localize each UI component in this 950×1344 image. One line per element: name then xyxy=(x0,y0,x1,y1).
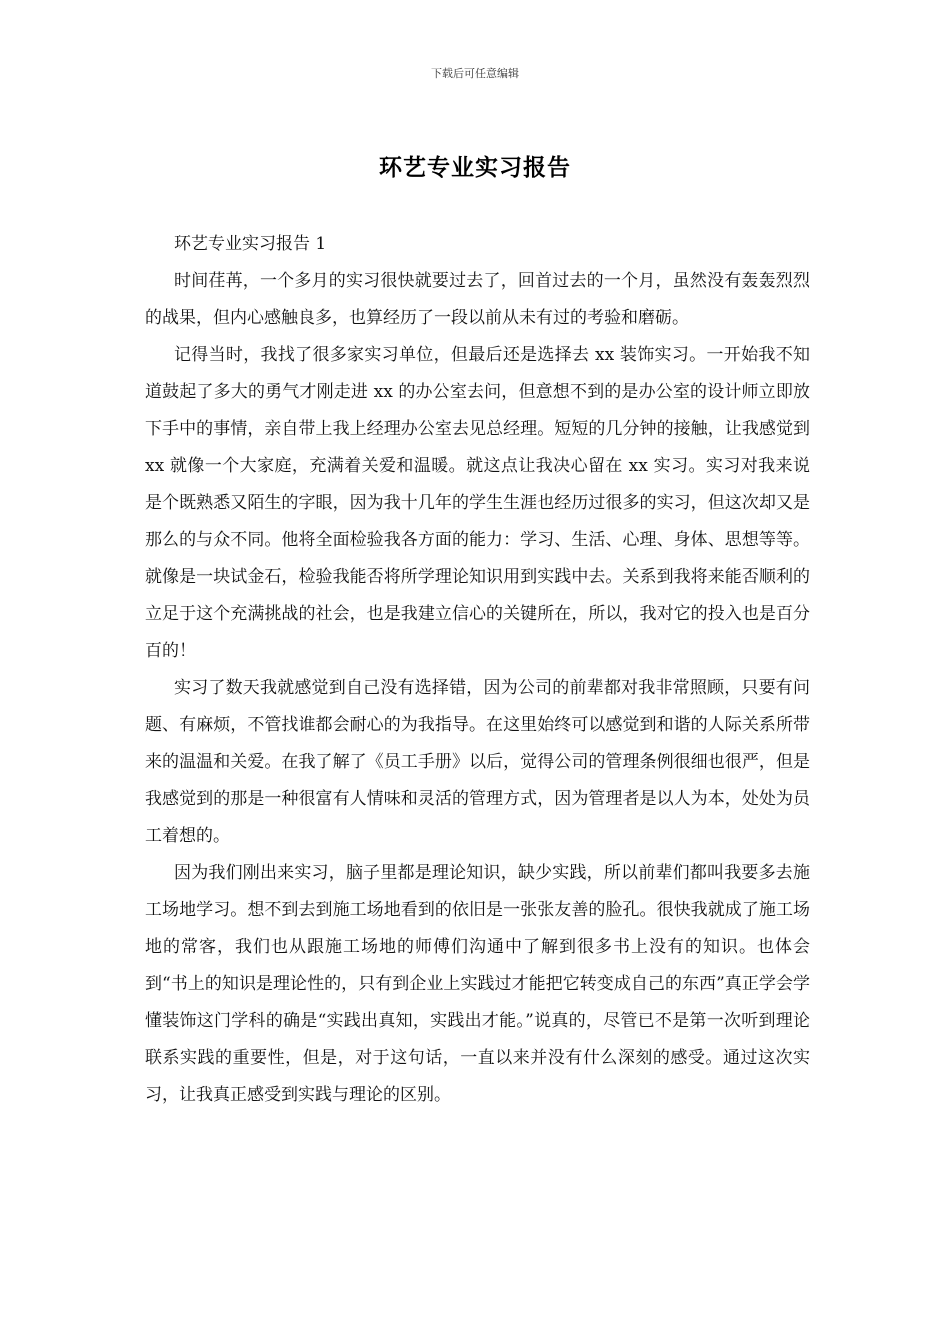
paragraph-2: 记得当时，我找了很多家实习单位，但最后还是选择去 xx 装饰实习。一开始我不知道鼓起了多大的勇气才刚走进 xx 的办公室去问，但意想不到的是办公室的设计师立即放下手中的事情，亲自带上我上经理办公室去见总经理。短短的几分钟的接触，让我感觉到 xx 就像一个大家庭，充满着关爱和温暖。就这点让我决心留在 xx 实习。实习对我来说是个既熟悉又陌生的字眼，因为我十几年的学生生涯也经历过很多的实习，但这次却又是那么的与众不同。他将全面检验我各方面的能力：学习、生活、心理、身体、思想等等。就像是一块试金石，检验我能否将所学理论知识用到实践中去。关系到我将来能否顺利的立足于这个充满挑战的社会，也是我建立信心的关键所在，所以，我对它的投入也是百分百的！ xyxy=(145,345,810,661)
paragraph-3: 实习了数天我就感觉到自己没有选择错，因为公司的前辈都对我非常照顾，只要有问题、有麻烦，不管找谁都会耐心的为我指导。在这里始终可以感觉到和谐的人际关系所带来的温温和关爱。在我了解了《员工手册》以后，觉得公司的管理条例很细也很严，但是我感觉到的那是一种很富有人情味和灵活的管理方式，因为管理者是以人为本，处处为员工着想的。 xyxy=(145,678,810,846)
document-body xyxy=(145,226,810,1114)
subheading: 环艺专业实习报告 1 xyxy=(174,234,327,254)
document-title: 环艺专业实习报告 xyxy=(379,154,571,181)
paragraph-1: 时间荏苒，一个多月的实习很快就要过去了，回首过去的一个月，虽然没有轰轰烈烈的战果，但内心感触良多，也算经历了一段以前从未有过的考验和磨砺。 xyxy=(145,271,810,328)
paragraph-4: 因为我们刚出来实习，脑子里都是理论知识，缺少实践，所以前辈们都叫我要多去施工场地学习。想不到去到施工场地看到的依旧是一张张友善的脸孔。很快我就成了施工场地的常客，我们也从跟施工场地的师傅们沟通中了解到很多书上没有的知识。也体会到“书上的知识是理论性的，只有到企业上实践过才能把它转变成自己的东西”真正学会学懂装饰这门学科的确是“实践出真知，实践出才能。”说真的，尽管已不是第一次听到理论联系实践的重要性，但是，对于这句话，一直以来并没有什么深刻的感受。通过这次实习，让我真正感受到实践与理论的区别。 xyxy=(145,863,810,1105)
header-note: 下载后可任意编辑 xyxy=(431,67,519,80)
